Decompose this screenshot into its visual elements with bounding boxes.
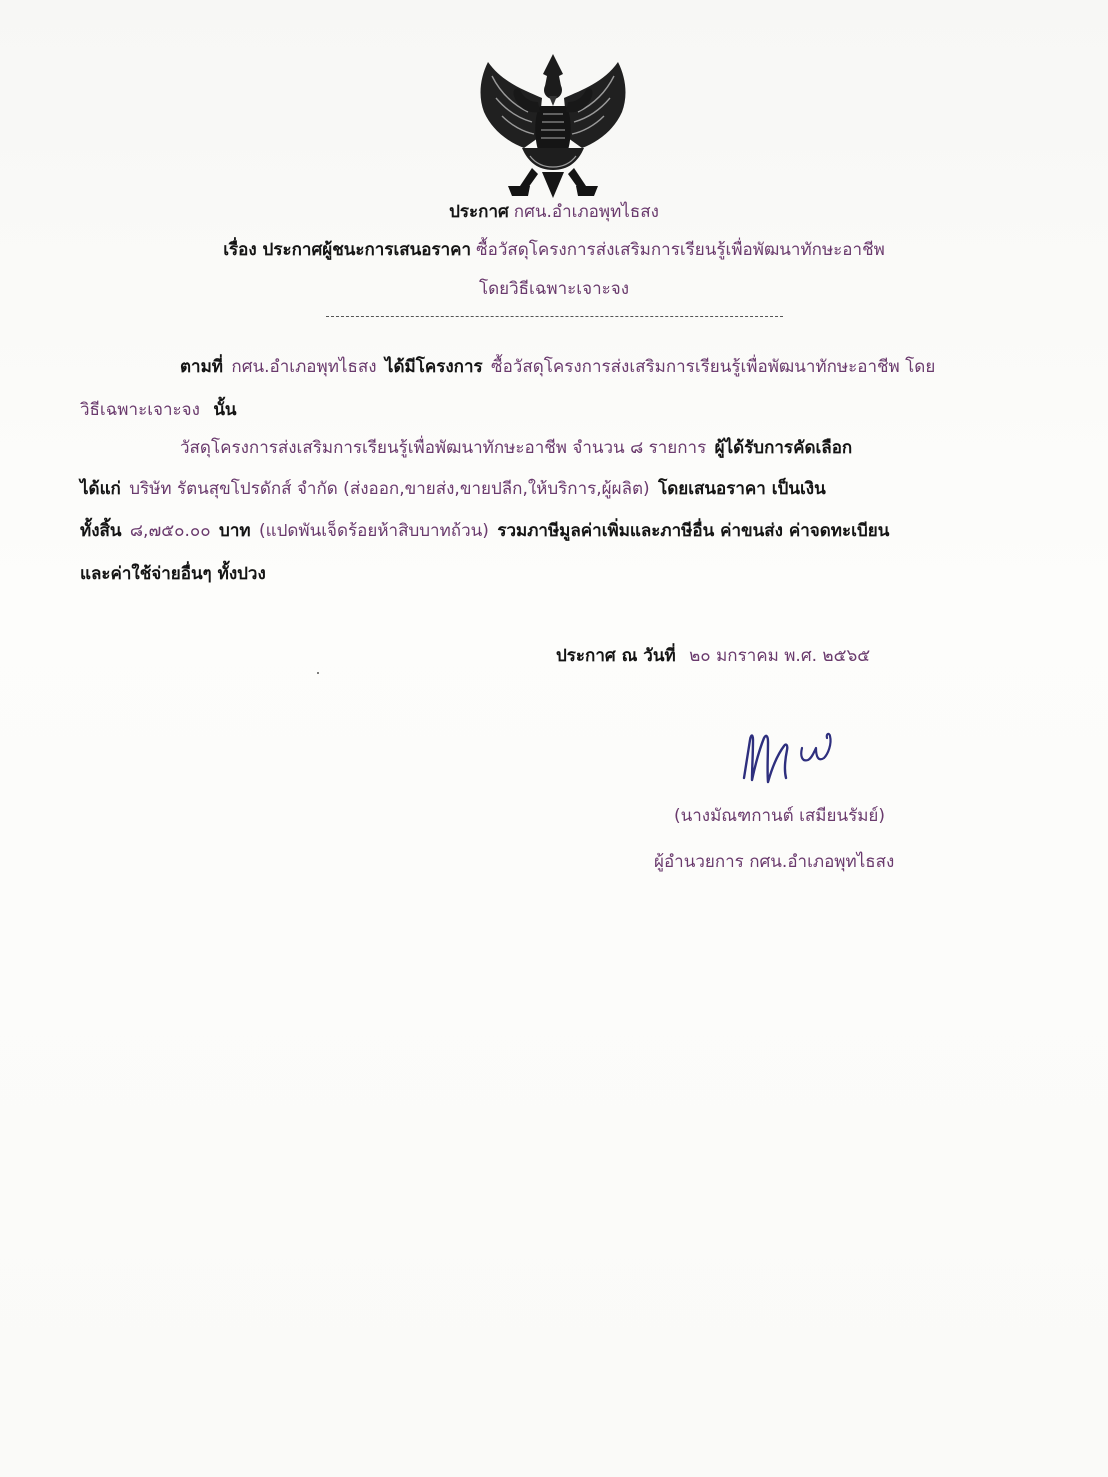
p1-method: วิธีเฉพาะเจาะจง bbox=[80, 400, 200, 420]
p2-other: และค่าใช้จ่ายอื่นๆ ทั้งปวง bbox=[80, 564, 266, 584]
p2-items: วัสดุโครงการส่งเสริมการเรียนรู้เพื่อพัฒนาทักษะอาชีพ จำนวน ๘ รายการ bbox=[180, 438, 707, 458]
paragraph-2-line-1 bbox=[180, 437, 852, 459]
title-line bbox=[0, 201, 1108, 223]
signatory-position-line bbox=[654, 851, 894, 873]
paragraph-2-line-4 bbox=[80, 563, 266, 585]
paragraph-1-line-2 bbox=[80, 399, 237, 421]
p2-amount-words: (แปดพันเจ็ดร้อยห้าสิบบาทถ้วน) bbox=[258, 521, 489, 541]
p1-label-1: ตามที่ bbox=[180, 357, 223, 377]
stray-dot bbox=[317, 672, 319, 674]
p1-org: กศน.อำเภอพุทไธสง bbox=[231, 357, 377, 377]
p2-selected: ผู้ได้รับการคัดเลือก bbox=[714, 438, 853, 458]
subject-method: โดยวิธีเฉพาะเจาะจง bbox=[478, 279, 630, 299]
p2-tax: รวมภาษีมูลค่าเพิ่มและภาษีอื่น ค่าขนส่ง ค่าจดทะเบียน bbox=[497, 521, 890, 541]
p2-amount: ๘,๗๕๐.๐๐ bbox=[129, 521, 211, 541]
p1-label-2: ได้มีโครงการ bbox=[384, 357, 483, 377]
p1-end: นั้น bbox=[213, 400, 237, 420]
date-label: ประกาศ ณ วันที่ bbox=[556, 646, 676, 666]
paragraph-1-line-1 bbox=[180, 356, 935, 378]
signatory-name: (นางมัณฑกานต์ เสมียนรัมย์) bbox=[674, 806, 885, 826]
p2-winner: บริษัท รัตนสุขโปรดักส์ จำกัด (ส่งออก,ขายส่ง,ขายปลีก,ให้บริการ,ผู้ผลิต) bbox=[129, 479, 650, 499]
title-label: ประกาศ bbox=[449, 202, 509, 222]
title-org: กศน.อำเภอพุทไธสง bbox=[513, 202, 659, 222]
signatory-name-line bbox=[674, 805, 885, 827]
handwritten-signature bbox=[738, 726, 848, 792]
p2-baht: บาท bbox=[219, 521, 251, 541]
date-line bbox=[556, 645, 870, 667]
p1-project: ซื้อวัสดุโครงการส่งเสริมการเรียนรู้เพื่อพัฒนาทักษะอาชีพ โดย bbox=[491, 357, 936, 377]
paragraph-2-line-3 bbox=[80, 520, 889, 542]
p2-total-label: ทั้งสิ้น bbox=[80, 521, 122, 541]
p2-offer: โดยเสนอราคา เป็นเงิน bbox=[658, 479, 826, 499]
subject-line bbox=[0, 239, 1108, 261]
date-value: ๒๐ มกราคม พ.ศ. ๒๕๖๕ bbox=[689, 646, 871, 666]
paragraph-2-line-2 bbox=[80, 478, 826, 500]
subject-label: เรื่อง ประกาศผู้ชนะการเสนอราคา bbox=[223, 240, 472, 260]
garuda-emblem-icon bbox=[472, 52, 634, 200]
separator-line bbox=[326, 316, 783, 317]
subject-method-line bbox=[0, 278, 1108, 300]
p2-winner-label: ได้แก่ bbox=[80, 479, 121, 499]
signatory-position: ผู้อำนวยการ กศน.อำเภอพุทไธสง bbox=[654, 852, 895, 872]
subject-text: ซื้อวัสดุโครงการส่งเสริมการเรียนรู้เพื่อพัฒนาทักษะอาชีพ bbox=[476, 240, 885, 260]
